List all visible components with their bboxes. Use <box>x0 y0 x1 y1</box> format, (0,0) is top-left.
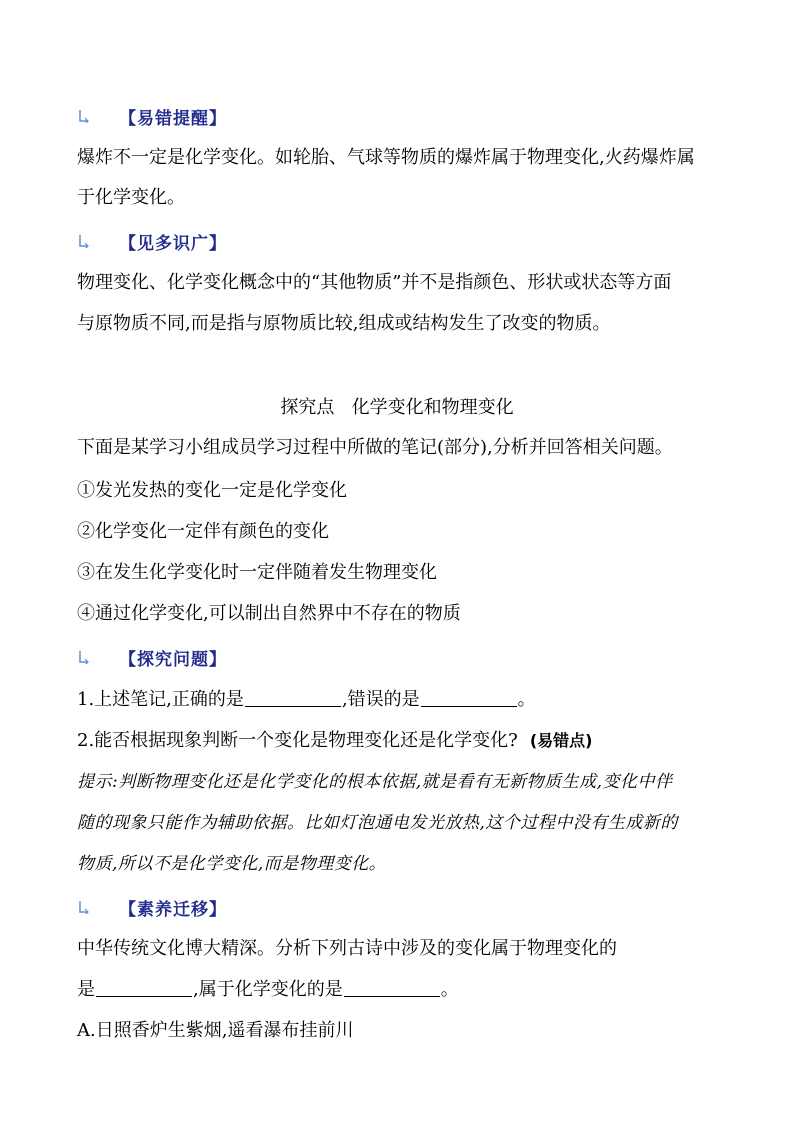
section-heading-transfer <box>77 895 227 919</box>
fill-in-line: 是 ,属于化学变化的是 。 <box>77 979 459 1000</box>
note-item: ④通过化学变化,可以制出自然界中不存在的物质 <box>77 603 461 624</box>
tricky-tag: (易错点) <box>529 731 593 750</box>
hint-line: 随的现象只能作为辅助依据。比如灯泡通电发光放热,这个过程中没有生成新的 <box>77 813 678 833</box>
note-item: ②化学变化一定伴有颜色的变化 <box>77 521 329 542</box>
bookmark-icon <box>77 109 91 123</box>
paragraph-line: 爆炸不一定是化学变化。如轮胎、气球等物质的爆炸属于物理变化,火药爆炸属 <box>77 147 695 168</box>
note-item: ③在发生化学变化时一定伴随着发生物理变化 <box>77 562 437 583</box>
option-a: A.日照香炉生紫烟,遥看瀑布挂前川 <box>77 1020 354 1041</box>
bookmark-icon <box>77 650 91 664</box>
section-title: 【见多识广】 <box>119 233 227 254</box>
bookmark-icon <box>77 234 91 248</box>
question-2: 2.能否根据现象判断一个变化是物理变化还是化学变化? (易错点) <box>77 730 593 751</box>
answer-blank[interactable] <box>344 978 440 997</box>
section-title: 【素养迁移】 <box>119 899 227 920</box>
hint-line: 提示:判断物理变化还是化学变化的根本依据,就是看有无新物质生成,变化中伴 <box>77 772 673 792</box>
explore-heading: 探究点 化学变化和物理变化 <box>280 397 514 418</box>
question-1: 1.上述笔记,正确的是 ,错误的是 。 <box>77 689 536 710</box>
answer-blank[interactable] <box>245 688 341 707</box>
section-heading-questions <box>77 645 227 669</box>
section-title: 【探究问题】 <box>119 649 227 670</box>
section-heading-knowledge <box>77 229 227 253</box>
paragraph-line: 物理变化、化学变化概念中的“其他物质”并不是指颜色、形状或状态等方面 <box>77 272 672 293</box>
explore-intro: 下面是某学习小组成员学习过程中所做的笔记(部分),分析并回答相关问题。 <box>77 437 673 458</box>
answer-blank[interactable] <box>96 978 192 997</box>
note-item: ①发光发热的变化一定是化学变化 <box>77 480 347 501</box>
hint-line: 物质,所以不是化学变化,而是物理变化。 <box>77 854 387 874</box>
section-title: 【易错提醒】 <box>119 108 227 129</box>
paragraph-line: 与原物质不同,而是指与原物质比较,组成或结构发生了改变的物质。 <box>77 313 611 334</box>
bookmark-icon <box>77 900 91 914</box>
paragraph-line: 中华传统文化博大精深。分析下列古诗中涉及的变化属于物理变化的 <box>77 938 617 959</box>
section-heading-mistake <box>77 104 227 128</box>
paragraph-line: 于化学变化。 <box>77 187 185 208</box>
answer-blank[interactable] <box>421 688 517 707</box>
